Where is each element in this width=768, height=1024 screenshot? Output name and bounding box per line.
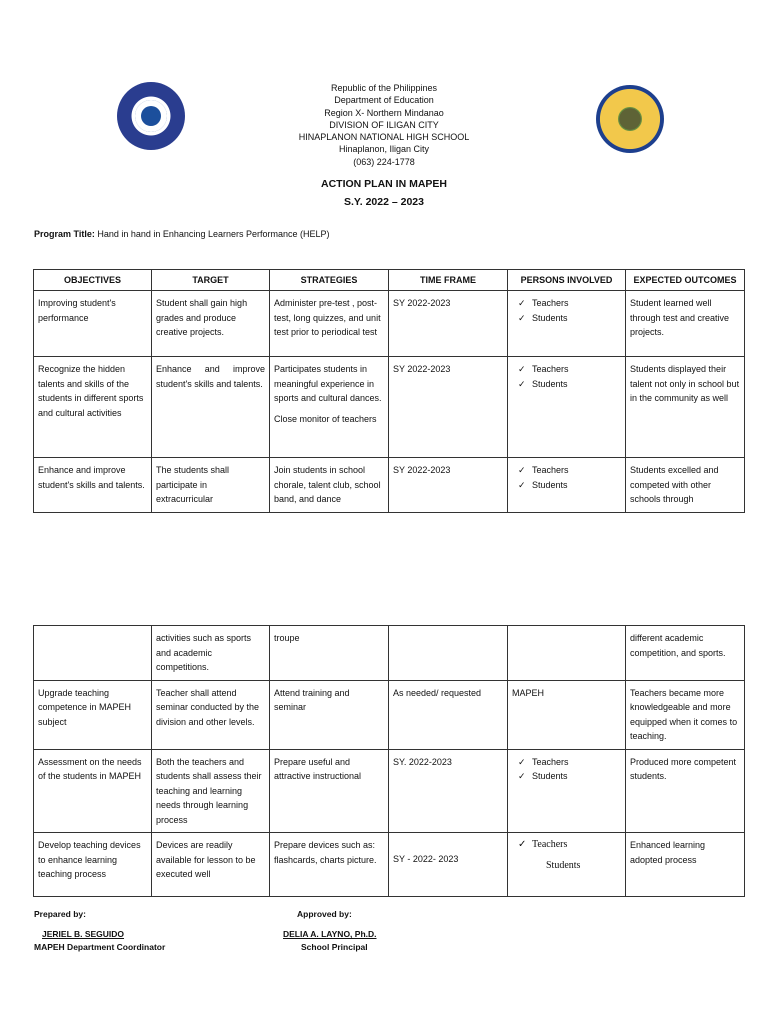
action-plan-table-part-1 xyxy=(33,269,745,513)
strategy-cell: Attend training and seminar xyxy=(270,680,389,749)
person-item: ✓ Teachers xyxy=(532,463,621,478)
program-title-value: Hand in hand in Enhancing Learners Performance (HELP) xyxy=(94,229,330,239)
school-seal-logo xyxy=(596,85,664,153)
persons-cell xyxy=(508,749,626,833)
program-title-label: Program Title: xyxy=(34,229,95,239)
approved-by-name: DELIA A. LAYNO, Ph.D. xyxy=(283,929,377,939)
header-line: Republic of the Philippines xyxy=(330,83,438,93)
strategy-cell xyxy=(270,357,389,458)
approved-by-label: Approved by: xyxy=(297,909,352,919)
time-frame-cell xyxy=(389,833,508,897)
person-item: ✓ Teachers xyxy=(532,755,621,770)
header-line: Department of Education xyxy=(334,95,434,106)
strategy-cell: Join students in school chorale, talent club, school band, and dance xyxy=(270,458,389,513)
objective-cell: Improving student's performance xyxy=(34,291,152,357)
person-item: ✓ Teachers xyxy=(532,838,621,853)
outcome-cell: different academic competition, and sports. xyxy=(626,626,745,681)
strategy-text-2: Close monitor of teachers xyxy=(274,413,377,424)
objective-cell: Assessment on the needs of the students in MAPEH xyxy=(34,749,152,833)
action-plan-table-part-2 xyxy=(33,625,745,897)
column-header: EXPECTED OUTCOMES xyxy=(626,270,745,291)
school-year: S.Y. 2022 – 2023 xyxy=(344,196,424,208)
objective-cell: Develop teaching devices to enhance learning teaching process xyxy=(34,833,152,897)
table-row xyxy=(34,833,745,897)
header-line: HINAPLANON NATIONAL HIGH SCHOOL xyxy=(298,132,470,143)
time-frame-cell: SY. 2022-2023 xyxy=(389,749,508,833)
target-cell: The students shall participate in extracurricular xyxy=(152,458,270,513)
strategy-cell: Prepare devices such as: flashcards, charts picture. xyxy=(270,833,389,897)
document-title: ACTION PLAN IN MAPEH xyxy=(321,178,447,190)
table-row xyxy=(34,357,745,458)
persons-cell xyxy=(508,357,626,458)
objective-cell: Upgrade teaching competence in MAPEH subject xyxy=(34,680,152,749)
outcome-cell: Enhanced learning adopted process xyxy=(626,833,745,897)
table-row xyxy=(34,626,745,681)
person-item: ✓ Students xyxy=(532,769,621,784)
persons-cell xyxy=(508,833,626,897)
time-frame-cell xyxy=(389,626,508,681)
person-item: ✓ Teachers xyxy=(532,362,621,377)
persons-cell xyxy=(508,291,626,357)
letterhead xyxy=(200,82,568,168)
outcome-cell: Student learned well through test and creative projects. xyxy=(626,291,745,357)
header-line: DIVISION OF ILIGAN CITY xyxy=(329,119,439,130)
outcome-cell: Teachers became more knowledgeable and more equipped when it comes to teaching. xyxy=(626,680,745,749)
column-header: STRATEGIES xyxy=(270,270,389,291)
outcome-cell: Students excelled and competed with other schools through xyxy=(626,458,745,513)
prepared-by-label: Prepared by: xyxy=(34,909,86,919)
column-header: TIME FRAME xyxy=(389,270,508,291)
table-row xyxy=(34,458,745,513)
person-item: ✓ Students xyxy=(532,311,621,326)
target-cell: Student shall gain high grades and produce creative projects. xyxy=(152,291,270,357)
strategy-text: Participates students in meaningful experience in sports and cultural dances. xyxy=(274,364,382,403)
table-row xyxy=(34,749,745,833)
approved-by-title: School Principal xyxy=(301,942,368,952)
time-frame-cell: SY 2022-2023 xyxy=(389,291,508,357)
outcome-cell: Produced more competent students. xyxy=(626,749,745,833)
column-header: OBJECTIVES xyxy=(34,270,152,291)
target-cell: Enhance and improve student's skills and talents. xyxy=(152,357,270,458)
column-header: PERSONS INVOLVED xyxy=(508,270,626,291)
deped-seal-logo xyxy=(117,82,185,150)
target-cell: Both the teachers and students shall assess their teaching and learning needs through learning process xyxy=(152,749,270,833)
header-line: Hinaplanon, Iligan City xyxy=(338,144,430,155)
strategy-cell: Administer pre-test , post-test, long quizzes, and unit test prior to periodical test xyxy=(270,291,389,357)
time-frame-cell: SY 2022-2023 xyxy=(389,458,508,513)
column-header: TARGET xyxy=(152,270,270,291)
persons-cell xyxy=(508,626,626,681)
prepared-by-title: MAPEH Department Coordinator xyxy=(34,942,166,952)
objective-cell: Enhance and improve student's skills and talents. xyxy=(34,458,152,513)
target-cell: Teacher shall attend seminar conducted by the division and other levels. xyxy=(152,680,270,749)
prepared-by-name: JERIEL B. SEGUIDO xyxy=(42,929,125,939)
persons-cell xyxy=(508,458,626,513)
strategy-cell: Prepare useful and attractive instructional xyxy=(270,749,389,833)
persons-cell: MAPEH xyxy=(508,680,626,749)
person-item: ✓ Students xyxy=(532,377,621,392)
strategy-cell: troupe xyxy=(270,626,389,681)
time-frame-cell: SY 2022-2023 xyxy=(389,357,508,458)
table-row xyxy=(34,680,745,749)
header-line: Region X- Northern Mindanao xyxy=(324,107,444,118)
objective-cell xyxy=(34,626,152,681)
table-header-row xyxy=(34,270,745,291)
header-line: (063) 224-1778 xyxy=(353,156,415,167)
time-frame-cell: As needed/ requested xyxy=(389,680,508,749)
outcome-cell: Students displayed their talent not only in school but in the community as well xyxy=(626,357,745,458)
person-item: ✓ Students xyxy=(532,478,621,493)
objective-cell: Recognize the hidden talents and skills of the students in different sports and cultural activities xyxy=(34,357,152,458)
program-title xyxy=(34,229,330,239)
time-frame-text: SY - 2022- 2023 xyxy=(393,854,459,864)
target-cell: Devices are readily available for lesson to be executed well xyxy=(152,833,270,897)
table-row xyxy=(34,291,745,357)
target-cell: activities such as sports and academic competitions. xyxy=(152,626,270,681)
person-item: ✓ Teachers xyxy=(532,296,621,311)
person-item-plain: Students xyxy=(546,859,581,871)
